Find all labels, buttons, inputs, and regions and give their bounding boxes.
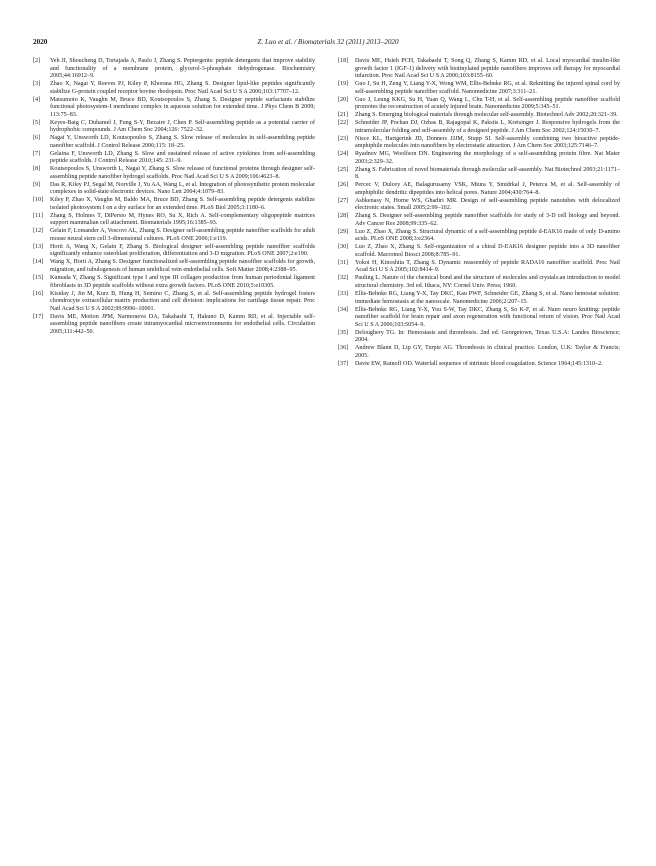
- reference-item: [338, 260, 620, 275]
- reference-number: [13]: [33, 243, 44, 250]
- reference-item: [338, 167, 620, 182]
- reference-item: [338, 307, 620, 330]
- reference-text: Percec V, Dulcey AE, Balagurusamy VSK, Miura Y, Smidrkal J, Peterca M, et al. Self-assembly of amphiphilic dendritic dipeptides into helical pores. Nature 2004;430:764–8.: [355, 182, 620, 196]
- reference-number: [14]: [33, 259, 44, 266]
- reference-text: Ashkenasy N, Horne WS, Ghadiri MR. Design of self-assembling peptide nanotubes with delocalized electronic states. Small 2005;2:99–102.: [355, 197, 620, 212]
- reference-number: [16]: [33, 290, 44, 297]
- reference-text: Gelain F, Lomander A, Vescovi AL, Zhang S. Designer self-assembling peptide nanofiber scaffolds for adult mouse neural stem cell 3-dimensional cultures. PLoS ONE 2006;1:e119.: [50, 228, 315, 242]
- reference-number: [25]: [338, 166, 349, 173]
- reference-text: Pauling L. Nature of the chemical bond and the structure of molecules and crystals:an introduction to model structural chemistry. 3rd ed. Ithaca, NY: Cornel Univ. Press; 1960.: [355, 275, 620, 289]
- reference-text: Zhang S. Emerging biological materials through molecular self-assembly. Biotechnol Adv 2002;20:321–39.: [355, 112, 618, 119]
- references-right-column: [338, 58, 620, 369]
- reference-text: Matsumoto K, Vaughn M, Bruce BD, Koutsopoulos S, Zhang S. Designer peptide surfactants stabilize functional photosystem-I membrane complex in aqueous solution for extended time. J Phys Chem B 2009; 113:75–83.: [50, 96, 315, 118]
- reference-text: Guo J, Su H, Zeng Y, Liang Y-X, Wong WM, Ellis-Behnke RG, et al. Reknitting the injured spinal cord by self-assembling peptide nanofiber scaffold. Nanomedicine 2007;3:311–21.: [355, 81, 620, 95]
- reference-item: [338, 97, 620, 112]
- reference-number: [18]: [338, 58, 349, 64]
- reference-number: [12]: [33, 228, 44, 235]
- reference-number: [31]: [338, 259, 349, 266]
- reference-item: [338, 244, 620, 259]
- reference-item: [33, 135, 315, 150]
- reference-number: [24]: [338, 151, 349, 158]
- reference-number: [27]: [338, 197, 349, 204]
- reference-text: Luo Z, Zhao X, Zhang S. Self-organization of a chiral D-EAK16 designer peptide into a 3D nanofiber scaffold. Macromol Biosci 2008;8:785–91.: [355, 244, 620, 258]
- reference-item: [338, 345, 620, 360]
- reference-number: [28]: [338, 213, 349, 220]
- reference-number: [17]: [33, 313, 44, 320]
- reference-text: Horii A, Wang X, Gelain F, Zhang S. Biological designer self-assembling peptide nanofiber scaffolds significantly enhance osteoblast proliferation, differentiation and 3-D migration. PLoS ONE 2007;2:e190.: [50, 243, 315, 258]
- reference-item: [33, 182, 315, 197]
- reference-number: [26]: [338, 182, 349, 189]
- reference-number: [36]: [338, 345, 349, 352]
- reference-text: Das R, Kiley PJ, Segal M, Norville J, Yu AA, Wang L, et al. Integration of photosynthetic protein molecular complexes in solid-state electronic devices. Nano Lett 2004;4:1079–83.: [50, 181, 315, 196]
- reference-item: [338, 275, 620, 290]
- reference-number: [15]: [33, 275, 44, 281]
- reference-item: [33, 291, 315, 314]
- reference-number: [2]: [33, 58, 41, 64]
- reference-item: [33, 314, 315, 337]
- reference-number: [7]: [33, 150, 41, 157]
- reference-number: [23]: [338, 135, 349, 142]
- reference-text: Wang X, Horii A, Zhang S. Designer functionalized self-assembling peptide nanofiber scaffolds for growth, migration, and tubulogenesis of human umbilical vein endothelial cells. Soft Matter 2008;4:2388–95.: [50, 259, 315, 274]
- reference-item: [33, 244, 315, 259]
- reference-text: Zhang S, Holmes T, DiPersio M, Hynes RO, Su X, Rich A. Self-complementary oligopeptide matrices support mammalian cell attachment. Biomaterials 1995;16:1385–93.: [50, 212, 315, 227]
- reference-text: Davis ME, Hsieh PCH, Takahashi T, Song Q, Zhang S, Kamm RD, et al. Local myocardial insulin-like growth factor 1 (IGF-1) delivery with biotinylated peptide nanofibers improves cell therapy for myocardial infarction. Proc Natl Acad Sci U S A 2006;103:8155–60.: [355, 58, 620, 80]
- reference-item: [33, 58, 315, 81]
- reference-number: [32]: [338, 275, 349, 282]
- reference-text: Ellis-Behnke RG, Liang Y-X, Tay DKC, Kau PWF, Schneider GE, Zhang S, et al. Nano hemostat solution: immediate hemostasis at the nanoscale. Nanomedicine 2006;2:207–15.: [355, 290, 620, 305]
- reference-item: [338, 81, 620, 96]
- page-number: 2020: [33, 38, 48, 46]
- reference-text: Kisiday J, Jin M, Kurz B, Hung H, Semino C, Zhang S, et al. Self-assembling peptide hydrogel fosters chondrocyte extracellular matrix production and cell division: implications for cartilage tissue repair. Proc Natl Acad Sci U S A 2002;99:9996–10001.: [50, 290, 315, 312]
- reference-item: [338, 120, 620, 135]
- reference-text: Koutsopoulos S, Unsworth L, Nagai Y, Zhang S. Slow release of functional proteins through designer self-assembling peptide nanofiber hydrogel scaffolds. Proc Natl Acad Sci U S A 2009;106:4623–8.: [50, 166, 315, 180]
- reference-number: [29]: [338, 228, 349, 235]
- reference-item: [33, 81, 315, 96]
- reference-number: [30]: [338, 244, 349, 251]
- reference-item: [338, 58, 620, 81]
- reference-item: [338, 136, 620, 151]
- page-header: [33, 38, 623, 50]
- reference-item: [33, 166, 315, 181]
- reference-text: Zhao X, Nagai Y, Reeves PJ, Kiley P, Khorana HG, Zhang S. Designer lipid-like peptides significantly stabilize G-protein coupled receptor bovine rhodopsin. Proc Natl Acad Sci U S A 2006;103:17707–12.: [50, 81, 315, 95]
- reference-item: [33, 228, 315, 243]
- reference-text: Yokoi H, Kinoshita T, Zhang S. Dynamic reassembly of peptide RADA16 nanofiber scaffold. Proc Natl Acad Sci U S A 2005;102:8414–9.: [355, 259, 620, 274]
- reference-text: Yeh JI, Shoucheng D, Tortajada A, Paulo J, Zhang S. Peptergents: peptide detergents that improve stability and functionality of a membrane protein, glycerol-3-phosphate dehydrogenase. Biochemistry 2005;44:16912–9.: [50, 58, 315, 80]
- reference-text: Guo J, Leung KKG, Su H, Yuan Q, Wang L, Chu T-H, et al. Self-assembling peptide nanofiber scaffold promotes the reconstruction of acutely injured brain. Nanomedicine 2009;5:345–51.: [355, 96, 620, 111]
- reference-item: [33, 275, 315, 290]
- reference-text: Keyes-Baig C, Duhamel J, Fung S-Y, Bezaire J, Chen P. Self-assembling peptide as a potential carrier of hydrophobic compounds. J Am Chem Soc 2004;126: 7522–32.: [50, 119, 315, 134]
- reference-number: [22]: [338, 120, 349, 127]
- reference-number: [3]: [33, 81, 41, 88]
- reference-item: [338, 213, 620, 228]
- reference-item: [338, 330, 620, 345]
- running-head: Z. Luo et al. / Biomaterials 32 (2011) 2013–2020: [257, 38, 399, 46]
- reference-number: [34]: [338, 306, 349, 313]
- reference-item: [338, 198, 620, 213]
- reference-number: [20]: [338, 96, 349, 103]
- reference-number: [10]: [33, 197, 44, 204]
- reference-item: [338, 182, 620, 197]
- reference-text: Schneider JP, Pochan DJ, Ozbas B, Rajagopal K, Pakstis L, Kretsinger J. Responsive hydrogels from the intramolecular folding and self-assembly of a designed peptide. J Am Chem Soc 2002;124:15030–7.: [355, 120, 620, 134]
- reference-number: [21]: [338, 112, 349, 119]
- reference-number: [8]: [33, 166, 41, 173]
- reference-text: Zhang S. Designer self-assembling peptide nanofiber scaffolds for study of 3-D cell biology and beyond. Adv Cancer Res 2008;99:335–62.: [355, 213, 620, 227]
- reference-item: [338, 291, 620, 306]
- reference-item: [338, 112, 620, 120]
- reference-item: [33, 151, 315, 166]
- reference-item: [338, 151, 620, 166]
- reference-text: Zhang S. Fabrication of novel biomaterials through molecular self-assembly. Nat Biotechnol 2003;21:1171–8.: [355, 166, 620, 181]
- reference-text: Ryadnov MG, Woolfson DN. Engineering the morphology of a self-assembling protein fibre. Nat Mater 2003;2:329–32.: [355, 151, 620, 165]
- reference-item: [33, 213, 315, 228]
- reference-text: Andrew Blann D, Lip GY, Turpie AG. Thrombosis in clinical practice. London, U.K: Taylor & Francis; 2005.: [355, 345, 620, 359]
- reference-number: [5]: [33, 119, 41, 126]
- reference-text: Niece KL, Hartgerink JD, Donners JJJM, Stupp SI. Self-assembly combining two bioactive peptide-amphiphile molecules into nanofibers by electrostatic attraction. J Am Chem Soc 2003;125:7146–7.: [355, 135, 620, 150]
- reference-number: [4]: [33, 96, 41, 103]
- reference-number: [35]: [338, 329, 349, 336]
- reference-item: [33, 197, 315, 212]
- references-left-column: [33, 58, 315, 337]
- reference-number: [37]: [338, 360, 349, 367]
- reference-text: Davie EW, Ratnoff OD. Waterfall sequence of intrinsic blood coagulation. Science 1964;145:1310–2.: [355, 360, 603, 367]
- reference-item: [338, 229, 620, 244]
- reference-text: Nagai Y, Unsworth LD, Koutsopoulos S, Zhang S. Slow release of molecules in self-assembling peptide nanofiber scaffold. J Control Release 2006;115: 18–25.: [50, 135, 315, 149]
- reference-item: [338, 361, 620, 369]
- reference-number: [19]: [338, 81, 349, 88]
- reference-number: [11]: [33, 212, 43, 219]
- reference-number: [6]: [33, 135, 41, 142]
- reference-number: [33]: [338, 290, 349, 297]
- reference-text: Deloughery TG. In: Hemostasis and thrombosis. 2nd ed. Georgetown, Texas U.S.A: Landes Bioscience; 2004.: [355, 329, 620, 344]
- reference-text: Kumada Y, Zhang S. Significant type I and type III collagen production from human periodontal ligament fibroblasts in 3D peptide scaffolds without extra growth factors. PLoS ONE 2010;5:e10305.: [50, 275, 315, 289]
- reference-item: [33, 120, 315, 135]
- reference-text: Kiley P, Zhao X, Vaughn M, Baldo MA, Bruce BD, Zhang S. Self-assembling peptide detergents stabilize isolated photosystem I on a dry surface for an extended time. PLoS Biol 2005;3:1180–6.: [50, 197, 315, 211]
- reference-text: Davis ME, Motion JPM, Narmoneva DA, Takahashi T, Hakuno D, Kamm RD, et al. Injectable self-assembling peptide nanofibers create intramyocardial microenvironments for endothelial cells. Circulation 2005;111:442–50.: [50, 313, 315, 335]
- reference-item: [33, 259, 315, 274]
- reference-item: [33, 97, 315, 120]
- reference-text: Luo Z, Zhao X, Zhang S. Structural dynamic of a self-assembling peptide d-EAK16 made of only D-amino acids. PLoS ONE 2008;3:e2364.: [355, 228, 620, 243]
- reference-number: [9]: [33, 181, 41, 188]
- reference-text: Ellis-Behnke RG, Liang Y-X, You S-W, Tay DKC, Zhang S, So K-F, et al. Nano neuro knitting: peptide nanofiber scaffold for brain repair and axon regeneration with functional return of vision. Proc Natl Acad Sci U S A 2006;103:5054–9.: [355, 306, 620, 328]
- reference-text: Gelaina F, Unsworth LD, Zhang S. Slow and sustained release of active cytokines from self-assembling peptide scaffolds. J Control Release 2010;145: 231–9.: [50, 150, 315, 165]
